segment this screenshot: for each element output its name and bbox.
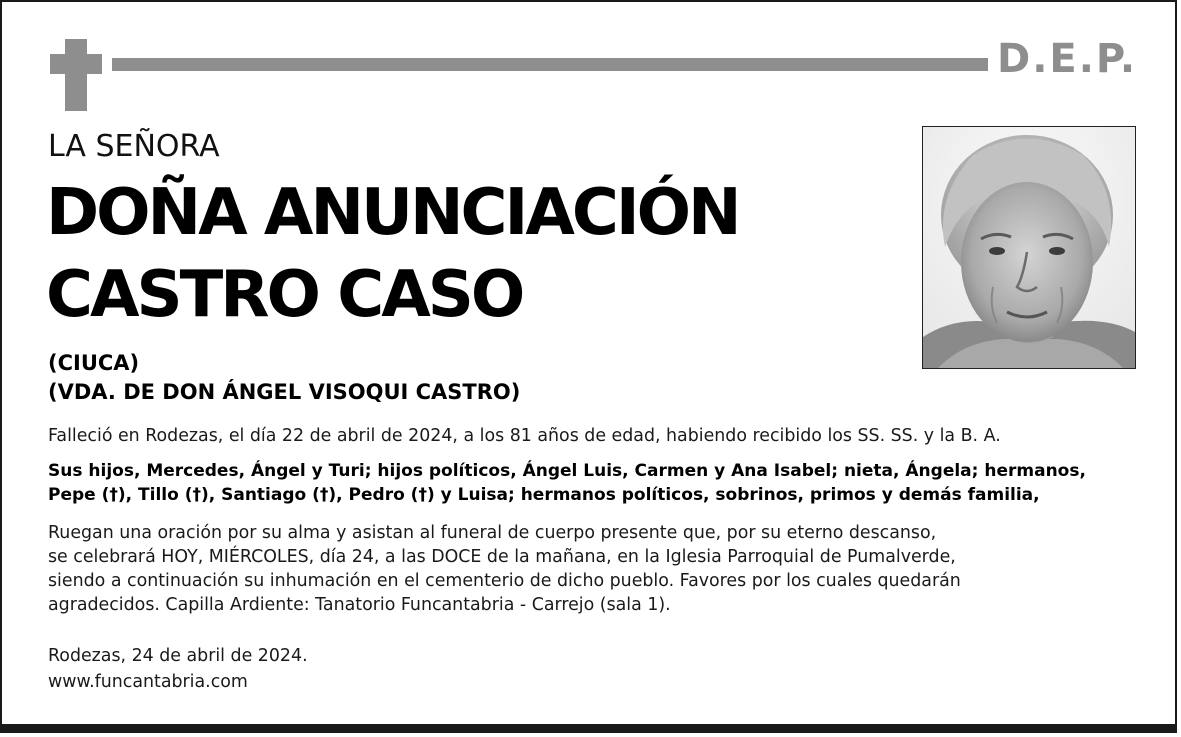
request-line-1: Ruegan una oración por su alma y asistan al funeral de cuerpo presente que, por su eterno descanso, <box>48 523 937 543</box>
portrait-photo <box>922 126 1136 369</box>
request-line-2: se celebrará HOY, MIÉRCOLES, día 24, a las DOCE de la mañana, en la Iglesia Parroquial de Pumalverde, <box>48 547 956 567</box>
name-line-1: DOÑA ANUNCIACIÓN <box>46 176 739 250</box>
header-rule <box>112 58 988 71</box>
funeral-request-paragraph <box>48 521 961 617</box>
family-paragraph <box>48 459 1086 507</box>
nickname: (CIUCA) <box>48 351 140 375</box>
death-notice-line: Falleció en Rodezas, el día 22 de abril de 2024, a los 81 años de edad, habiendo recibido los SS. SS. y la B. A. <box>48 426 1001 446</box>
deceased-name <box>46 172 739 336</box>
request-line-4: agradecidos. Capilla Ardiente: Tanatorio Funcantabria - Carrejo (sala 1). <box>48 595 671 615</box>
place-date: Rodezas, 24 de abril de 2024. <box>48 646 308 666</box>
name-line-2: CASTRO CASO <box>46 258 523 332</box>
family-line-1: Sus hijos, Mercedes, Ángel y Turi; hijos políticos, Ángel Luis, Carmen y Ana Isabel; nieta, Ángela; hermanos, <box>48 461 1086 481</box>
nickname-block <box>48 349 520 407</box>
widow-of: (VDA. DE DON ÁNGEL VISOQUI CASTRO) <box>48 380 521 404</box>
website-link[interactable]: www.funcantabria.com <box>48 672 248 692</box>
dep-badge: D.E.P. <box>997 36 1138 82</box>
intro-label: LA SEÑORA <box>48 129 220 164</box>
request-line-3: siendo a continuación su inhumación en el cementerio de dicho pueblo. Favores por los cuales quedarán <box>48 571 961 591</box>
family-line-2: Pepe (†), Tillo (†), Santiago (†), Pedro (†) y Luisa; hermanos políticos, sobrinos, primos y demás familia, <box>48 485 1040 505</box>
